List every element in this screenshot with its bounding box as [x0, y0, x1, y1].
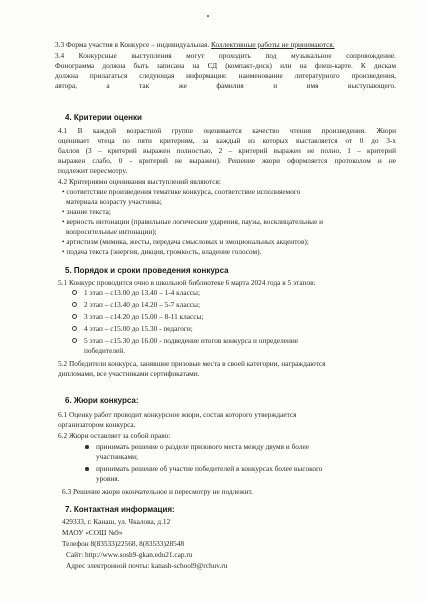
- section-5-heading: 5. Порядок и сроки проведения конкурса: [65, 266, 229, 275]
- section-7-heading: 7. Контактная информация:: [65, 505, 175, 514]
- item-4-1-line1: 4.1 В каждой возрастной группе оценивается качество чтения произведения. Жюри: [58, 126, 396, 135]
- contact-website: Сайт: http://www.sosh9-gkan.edu21.cap.ru: [66, 550, 193, 559]
- item-6-2: 6.2 Жюри оставляет за собой право:: [58, 431, 171, 440]
- stage-radio-icon: [72, 338, 77, 343]
- item-5-2-line2: дипломами, все участниками сертификатами.: [58, 369, 200, 378]
- jury-duty-2-line1: принимать решение об участие победителей в конкурсах более высокого: [96, 464, 323, 473]
- item-3-3: 3.3 Форма участия в Конкурсе – индивидуальная. Коллективные работы не принимаются.: [55, 40, 335, 49]
- criterion-1-line2: материала возрасту участника;: [66, 197, 162, 206]
- bullet-icon: [85, 467, 89, 471]
- criterion-4: • артистизм (мимика, жесты, передача смысловых и эмоциональных акцентов);: [62, 237, 309, 246]
- criterion-1-line1: • соответствие произведения тематике конкурса, соответствие исполняемого: [62, 187, 301, 196]
- item-6-1-line2: организатором конкурса.: [58, 420, 136, 429]
- stage-5-line1: 5 этап – с15.30 до 16.00 - подведение итогов конкурса и определение: [84, 336, 298, 345]
- jury-duty-1-line2: участниками;: [96, 452, 139, 461]
- item-4-2-title: 4.2 Критериями оценивания выступлений являются:: [58, 177, 221, 186]
- stage-radio-icon: [72, 290, 77, 295]
- item-3-4-line3: должна прилагаться следующая информация: наименование литературного произведения,: [55, 71, 396, 80]
- contact-email: Адрес электронной почты: kanash-school9@rchuv.ru: [66, 561, 228, 570]
- bullet-icon: •: [62, 217, 65, 226]
- jury-duty-2-line2: уровня.: [96, 474, 120, 483]
- contact-address: 429333, г. Канаш, ул. Чкалова, д.12: [62, 517, 171, 526]
- item-5-1: 5.1 Конкурс проводится очно в школьной библиотеке 6 марта 2024 года в 5 этапов:: [58, 278, 316, 287]
- stage-1: 1 этап – с13.00 до 13.40 – 1-4 классы;: [84, 288, 200, 297]
- section-4-heading: 4. Критерии оценки: [65, 113, 142, 122]
- bullet-icon: •: [62, 247, 65, 256]
- item-6-1-line1: 6.1 Оценку работ проводит конкурсное жюри, состав которого утверждается: [58, 410, 297, 419]
- stage-3: 3 этап – с14.20 до 15.00 – 8-11 классы;: [84, 312, 204, 321]
- item-3-4-line1: 3.4 Конкурсные выступления могут проходить под музыкальное сопровождение.: [55, 51, 396, 60]
- bullet-icon: [85, 445, 89, 449]
- section-6-heading: 6. Жюри конкурса:: [65, 396, 139, 405]
- stage-5-line2: победителей.: [84, 346, 125, 355]
- criterion-5: • подача текста (энергия, дикция, громкость, владение голосом).: [62, 247, 262, 256]
- criterion-2: • знание текста;: [62, 207, 111, 216]
- bullet-icon: •: [62, 187, 65, 196]
- scan-speck: [207, 15, 209, 17]
- bullet-icon: •: [62, 207, 65, 216]
- stage-radio-icon: [72, 302, 77, 307]
- criterion-3-line1: • верность интонации (правильные логические ударения, паузы, восклицательные и: [62, 217, 324, 226]
- item-3-4-line4: автора, а так же фамилия и имя выступающего.: [55, 81, 396, 90]
- stage-4: 4 этап – с15.00 до 15.30 - педагоги;: [84, 324, 193, 333]
- contact-phone: Телефон 8(83533)22568, 8(83533)28548: [62, 539, 185, 548]
- item-6-3: 6.3 Решение жюри окончательное и пересмотру не подлежит.: [62, 487, 253, 496]
- item-4-1-line5: подлежит пересмотру.: [58, 166, 128, 175]
- bullet-icon: •: [62, 237, 65, 246]
- jury-duty-1-line1: принимать решение о разделе призового места между двумя и более: [96, 442, 309, 451]
- item-4-1-line3: баллов (3 – критерий выражен полностью, 2 – критерий выражен не полно, 1 – критерий: [58, 146, 396, 155]
- item-5-2-line1: 5.2 Победители конкурса, занявшие призовые места в своей категории, награждаются: [58, 359, 326, 368]
- stage-2: 2 этап – с13.40 до 14.20 – 5-7 классы;: [84, 300, 200, 309]
- stage-radio-icon: [72, 326, 77, 331]
- contact-school: МАОУ «СОШ №9»: [62, 528, 123, 537]
- criterion-3-line2: вопросительные интонации);: [66, 227, 157, 236]
- item-4-1-line4: выражен слабо, 0 - критерий не выражен). Решение жюри оформляется протоколом и не: [58, 156, 396, 165]
- item-4-1-line2: оценивает чтеца по пяти критериям, за каждый из которых выставляется от 0 до 3-х: [58, 136, 396, 145]
- item-3-4-line2: Фонограмма должна быть записана на СД (компакт-диск) или на флеш-карте. К дискам: [55, 61, 396, 70]
- stage-radio-icon: [72, 314, 77, 319]
